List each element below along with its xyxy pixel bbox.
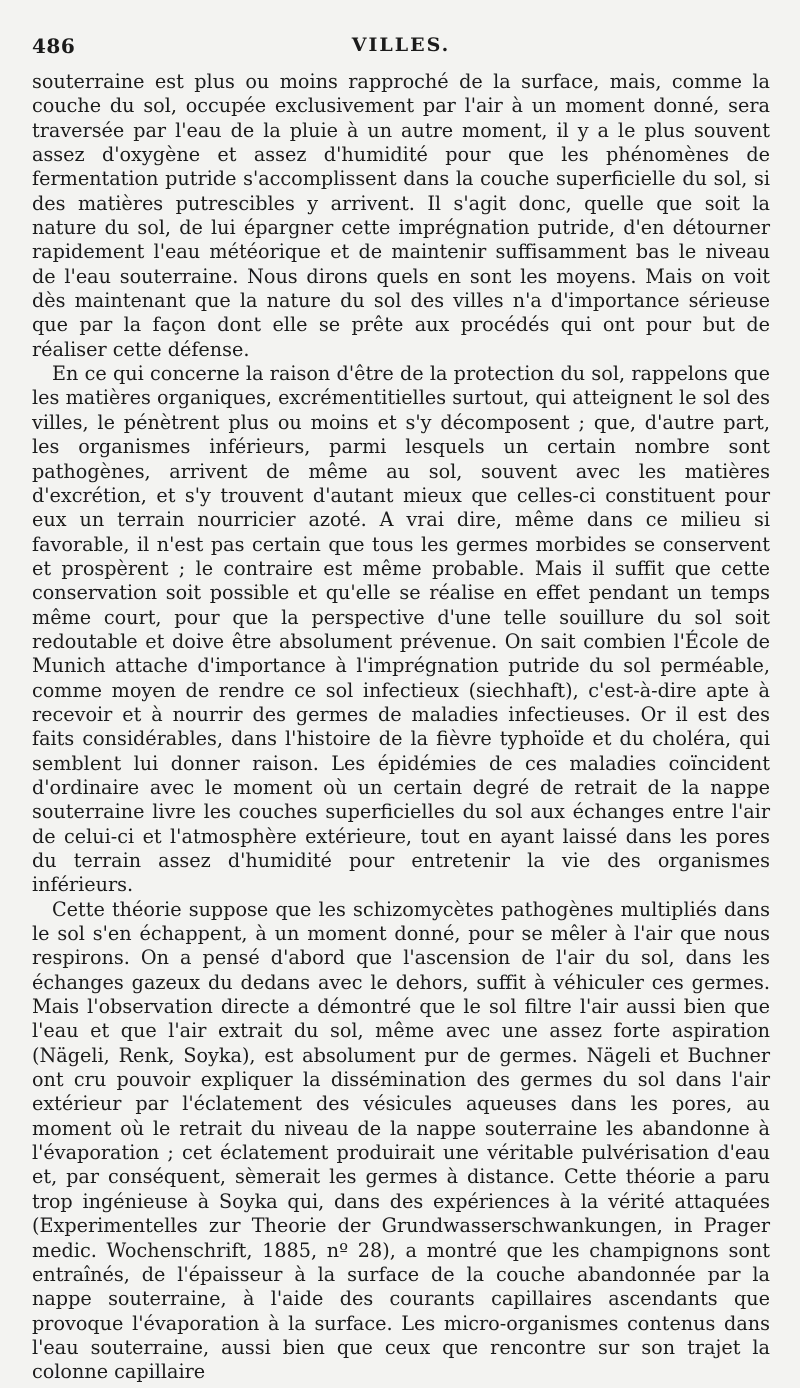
running-title: VILLES. — [351, 34, 451, 56]
paragraph-soil-protection: En ce qui concerne la raison d'être de la protection du sol, rappelons que les matières organiques, excrémentitielles surtout, qui atteignent le sol des villes, le pénètrent plus ou moins et s'y décomposent ; que, d'autre part, les organismes inférieurs, parmi lesquels un certain nombre sont pathogènes, arrivent de même au sol, souvent avec les matières d'excrétion, et s'y trouvent d'autant mieux que celles-ci constituent pour eux un terrain nourricier azoté. A vrai dire, même dans ce milieu si favorable, il n'est pas certain que tous les germes morbides se conservent et prospèrent ; le contraire est même probable. Mais il suffit que cette conservation soit possible et qu'elle se réalise en effet pendant un temps même court, pour que la perspective d'une telle souillure du sol soit redoutable et doive être absolument prévenue. On sait combien l'École de Munich attache d'importance à l'imprégnation putride du sol perméable, comme moyen de rendre ce sol infectieux (siechhaft), c'est-à-dire apte à recevoir et à nourrir des germes de maladies infectieuses. Or il est des faits considérables, dans l'histoire de la fièvre typhoïde et du choléra, qui semblent lui donner raison. Les épidémies de ces maladies coïncident d'ordinaire avec le moment où un certain degré de retrait de la nappe souterraine livre les couches superficielles du sol aux échanges entre l'air de celui-ci et l'atmosphère extérieure, tout en ayant laissé dans les pores du terrain assez d'humidité pour entretenir la vie des organismes inférieurs. — [32, 362, 770, 897]
paragraph-theory: Cette théorie suppose que les schizomycètes pathogènes multipliés dans le sol s'en échappent, à un moment donné, pour se mêler à l'air que nous respirons. On a pensé d'abord que l'ascension de l'air du sol, dans les échanges gazeux du dedans avec le dehors, suffit à véhiculer ces germes. Mais l'observation directe a démontré que le sol filtre l'air aussi bien que l'eau et que l'air extrait du sol, même avec une assez forte aspiration (Nägeli, Renk, Soyka), est absolument pur de germes. Nägeli et Buchner ont cru pouvoir expliquer la dissémination des germes du sol dans l'air extérieur par l'éclatement des vésicules aqueuses dans les pores, au moment où le retrait du niveau de la nappe souterraine les abandonne à l'évaporation ; cet éclatement produirait une véritable pulvérisation d'eau et, par conséquent, sèmerait les germes à distance. Cette théorie a paru trop ingénieuse à Soyka qui, dans des expériences à la vérité attaquées (Experimentelles zur Theorie der Grundwasserschwankungen, in Prager medic. Wochenschrift, 1885, nº 28), a montré que les champignons sont entraînés, de l'épaisseur à la surface de la couche abandonnée par la nappe souterraine, à l'aide des courants capillaires ascendants que provoque l'évaporation à la surface. Les micro-organismes contenus dans l'eau souterraine, aussi bien que ceux que rencontre sur son trajet la colonne capillaire — [32, 897, 770, 1384]
paragraph-continued: souterraine est plus ou moins rapproché de la surface, mais, comme la couche du sol, occupée exclusivement par l'air à un moment donné, sera traversée par l'eau de la pluie à un autre moment, il y a le plus souvent assez d'oxygène et assez d'humidité pour que les phénomènes de fermentation putride s'accomplissent dans la couche superficielle du sol, si des matières putrescibles y arrivent. Il s'agit donc, quelle que soit la nature du sol, de lui épargner cette imprégnation putride, d'en détourner rapidement l'eau météorique et de maintenir suffisamment bas le niveau de l'eau souterraine. Nous dirons quels en sont les moyens. Mais on voit dès maintenant que la nature du sol des villes n'a d'importance sérieuse que par la façon dont elle se prête aux procédés qui ont pour but de réaliser cette défense. — [32, 70, 770, 361]
page-number: 486 — [32, 34, 76, 58]
page-header — [32, 24, 770, 70]
body-text — [32, 70, 770, 1385]
